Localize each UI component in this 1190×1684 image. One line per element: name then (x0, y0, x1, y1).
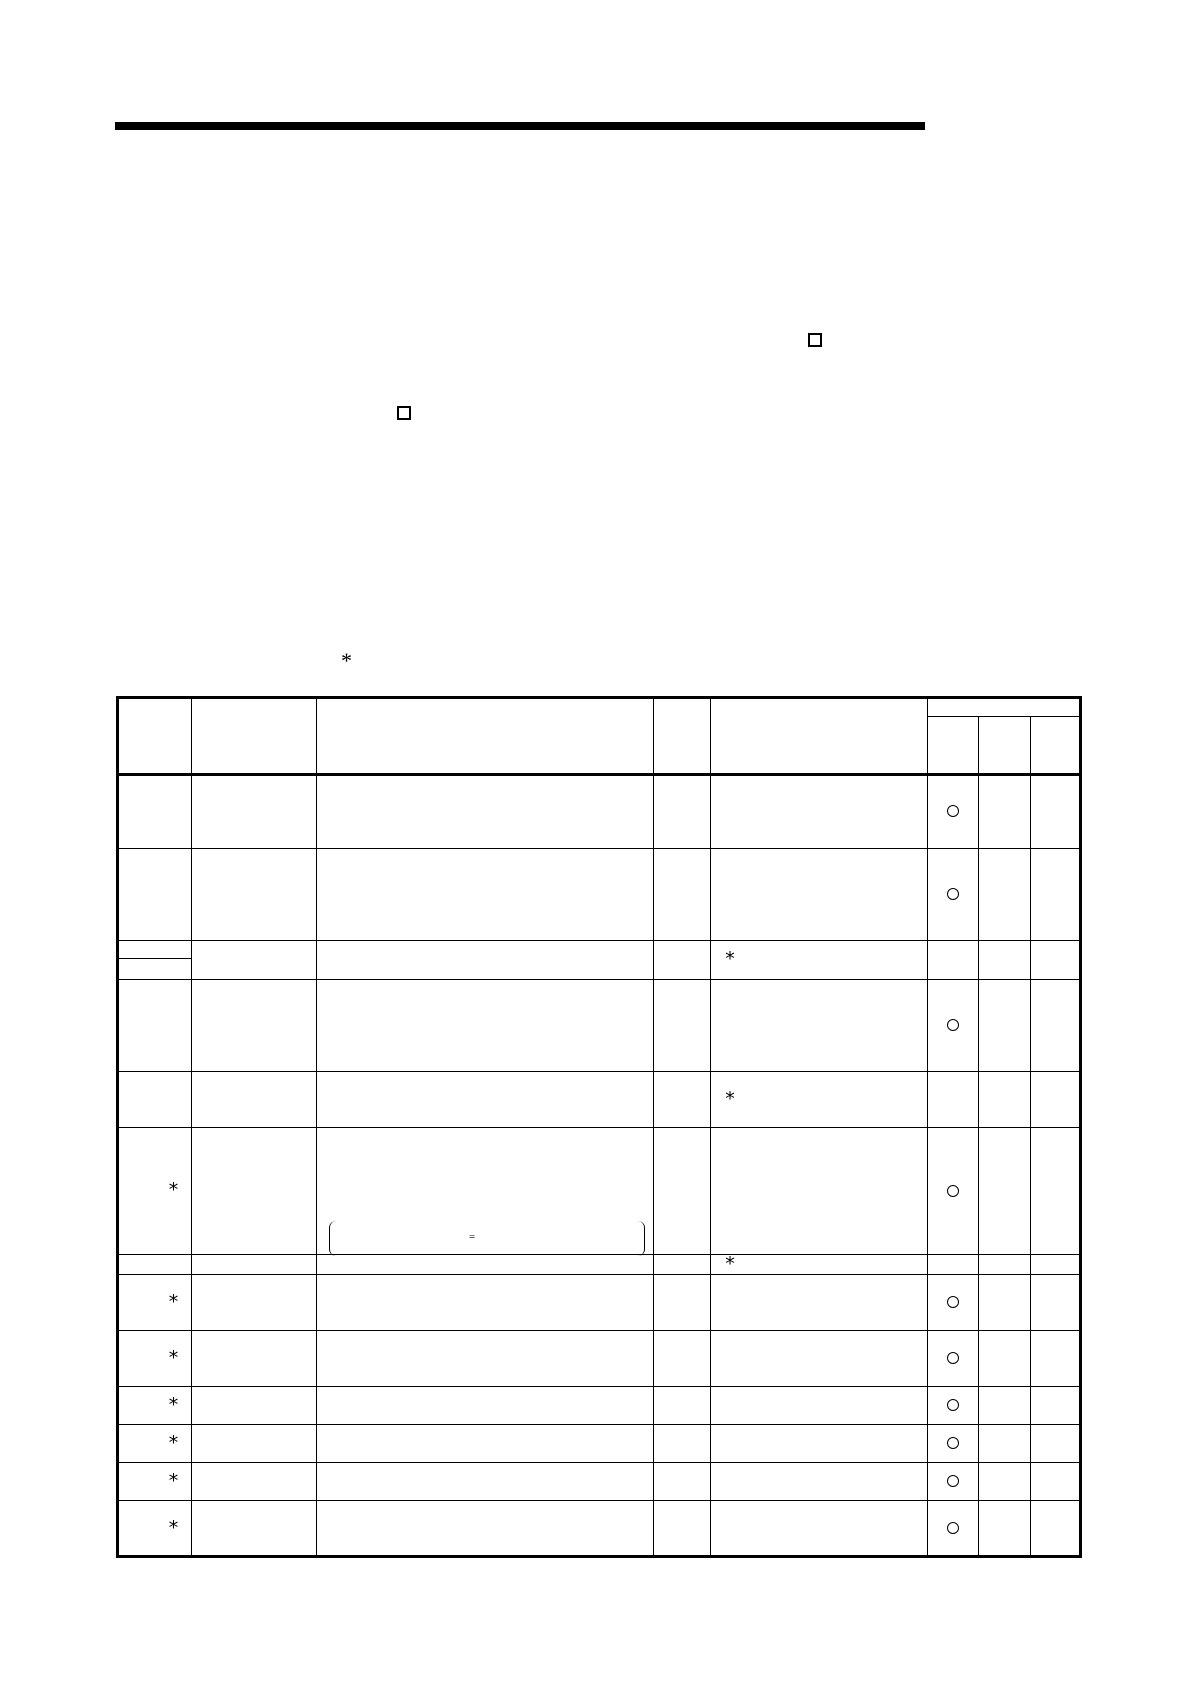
applicability-cell (927, 1274, 978, 1330)
applicability-cell (927, 1127, 978, 1254)
note-star-cell (718, 1071, 742, 1127)
circle-mark-icon (947, 1437, 959, 1449)
row-number-star (153, 1386, 194, 1424)
asterisk-icon: * (168, 1290, 179, 1313)
circle-mark-icon (947, 1522, 959, 1534)
asterisk-icon: * (168, 1393, 179, 1416)
row-number-star (153, 1424, 194, 1462)
asterisk-icon: * (725, 948, 735, 970)
table-subrow-line (119, 958, 191, 959)
applicability-cell (927, 979, 978, 1071)
parameter-table (116, 696, 1082, 1558)
asterisk-icon: * (725, 1087, 735, 1110)
applicability-cell (927, 1330, 978, 1386)
circle-mark-icon (947, 1019, 959, 1031)
placeholder-box-2 (397, 406, 411, 420)
circle-mark-icon (947, 1296, 959, 1308)
section-header-rule (115, 122, 925, 130)
note-star-cell (718, 940, 742, 979)
circle-mark-icon (947, 805, 959, 817)
applicability-cell (927, 1386, 978, 1424)
table-row-line (119, 1071, 1079, 1072)
circle-mark-icon (947, 1475, 959, 1487)
circle-mark-icon (947, 1352, 959, 1364)
asterisk-icon: * (168, 1431, 179, 1454)
header-group-line (927, 716, 1082, 717)
row-number-star (153, 1462, 194, 1500)
row-number-star (153, 1330, 194, 1386)
formula-bracket (329, 1221, 645, 1256)
row-number-star (153, 1274, 194, 1330)
circle-mark-icon (947, 1399, 959, 1411)
circle-mark-icon (947, 1185, 959, 1197)
row-number-star (153, 1127, 194, 1254)
note-star-cell (718, 1254, 742, 1274)
circle-mark-icon (947, 888, 959, 900)
applicability-cell (927, 1500, 978, 1556)
applicability-cell (927, 773, 978, 848)
footnote-marker: * (341, 648, 352, 673)
asterisk-icon: * (725, 1252, 735, 1275)
asterisk-icon: * (168, 1179, 179, 1201)
applicability-cell (927, 848, 978, 940)
table-column-line (1030, 716, 1031, 1556)
row-number-star (153, 1500, 194, 1556)
formula-equals: = (469, 1231, 476, 1243)
applicability-cell (927, 1462, 978, 1500)
placeholder-box-1 (808, 333, 822, 347)
asterisk-icon: * (168, 1469, 179, 1492)
asterisk-icon: * (168, 1346, 179, 1369)
table-column-line (978, 716, 979, 1556)
asterisk-icon: * (168, 1516, 179, 1539)
applicability-cell (927, 1424, 978, 1462)
table-row-line (119, 940, 1079, 941)
